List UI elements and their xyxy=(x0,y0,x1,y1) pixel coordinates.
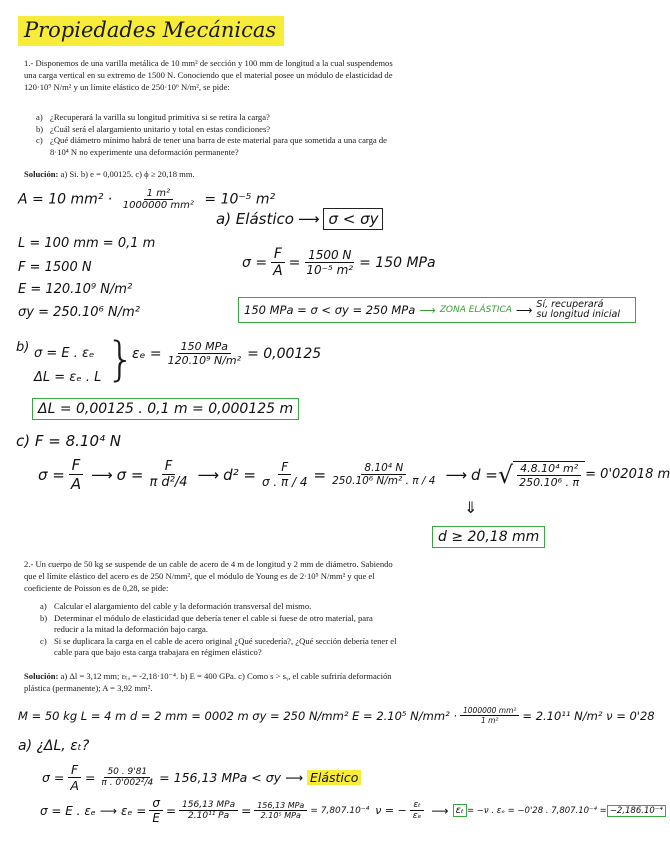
list-item: a) ¿Recuperará la varilla su longitud primitiva si se retira la carga? xyxy=(36,112,270,122)
list-item: a) Calcular el alargamiento del cable y la deformación transversal del mismo. xyxy=(40,601,312,611)
elastic-zone-box: 150 MPa = σ < σy = 250 MPa ⟶ ZONA ELÁSTICA ⟶ Sí, recuperará su longitud inicial xyxy=(238,297,636,323)
length-value: L = 100 mm = 0,1 m xyxy=(18,236,156,251)
part-b-label: b) xyxy=(16,340,30,355)
total-elongation-box: ΔL = 0,00125 . 0,1 m = 0,000125 m xyxy=(32,398,299,420)
problem-1-questions xyxy=(36,112,392,158)
list-item: c) ¿Qué diámetro mínimo habrá de tener una barra de este material para que sometida a una carga de 8·10⁴ N no experimente una deformación permanente? xyxy=(36,135,387,157)
young-modulus-value: E = 120.10⁹ N/m² xyxy=(18,282,133,297)
list-item: c) Si se duplicara la carga en el cable de acero original ¿Qué sucedería?, ¿Qué sección debería tener el cable para que bajo esta carga trabajara en régimen elástico? xyxy=(40,635,397,657)
unit-strain-calculation: εₑ = $\frac{\text{150 MPa}}{\text{120.10⁹ N/m²}}$ = 0,00125 xyxy=(132,340,322,367)
brace-icon: } xyxy=(106,332,136,386)
area-conversion: A = 10 mm² · $\frac{\text{1 m²}}{\text{1000000 mm²}}$ = 10⁻⁵ m² xyxy=(18,188,276,211)
part-a-question: a) ¿ΔL, εₜ? xyxy=(18,738,90,754)
list-item: b) ¿Cuál será el alargamiento unitario y total en estas condiciones? xyxy=(36,123,271,134)
part-c-force: c) F = 8.10⁴ N xyxy=(16,432,121,450)
transverse-strain-result: −2,186.10⁻⁴ xyxy=(607,805,666,817)
problem-2-solution: Solución: a) Δl = 3,12 mm; εₜₐ = -2,18·10⁻⁴. b) E = 400 GPa. c) Como s > sᵧ, el cable sufriría deformación plástica (permanente); A = 3,92 mm². xyxy=(24,671,392,693)
minimum-diameter-box: d ≥ 20,18 mm xyxy=(432,526,545,548)
yield-stress-value: σy = 250.10⁶ N/m² xyxy=(18,305,140,320)
part-a-elastic-condition: a) Elástico ⟶ σ < σy xyxy=(216,210,383,228)
stress-calculation-2: σ = $\frac{F}{A}$ = $\frac{50 . 9'81}{\text{π . 0'002²/4}}$ = 156,13 MPa < σy ⟶ Elástico xyxy=(42,762,361,793)
elastic-highlight: Elástico xyxy=(307,770,361,785)
problem-2-data: M = 50 kg L = 4 m d = 2 mm = 0002 m σy = 250 N/mm² E = 2.10⁵ N/mm² · $\frac{\text{1000000 mm²}}{\text{1 m²}}$ = 2.10¹¹ N/m² ν = 0'28 xyxy=(18,706,655,725)
stress-calculation: σ = $\frac{F}{A}$ = $\frac{1500 N}{\text{10⁻⁵ m²}}$ = 150 MPa xyxy=(242,246,436,279)
strain-calculation: σ = E . εₑ ⟶ εₑ = $\frac{\sigma}{E}$ = $\frac{\text{156,13 MPa}}{\text{2.10¹¹ Pa}}$ = $\frac{\text{156,13 MPa}}{\text{2.10⁵ MPa}}$ = 7,807.10⁻⁴ ν = − $\frac{\text{εₜ}}{\text{εₑ}}$ ⟶ εₜ = −ν . εₑ = −0'28 . 7,807.10⁻⁴ = −2,186.10⁻⁴ xyxy=(40,796,666,825)
problem-2-questions xyxy=(40,601,398,659)
page-title: Propiedades Mecánicas xyxy=(18,16,284,46)
list-item: b) Determinar el módulo de elasticidad que debería tener el cable si fuese de otro material, para reducir a la mitad la deformación bajo carga. xyxy=(40,612,373,634)
force-value: F = 1500 N xyxy=(18,260,92,275)
problem-1-solution: Solución: a) Si. b) e = 0,00125. c) ϕ ≥ 20,18 mm. xyxy=(24,169,195,179)
problem-1-statement: 1.- Disponemos de una varilla metálica de 10 mm² de sección y 100 mm de longitud a la cual suspendemos una carga vertical en su extremo de 1500 N. Conociendo que el material posee un módulo de elasticidad de 120·10⁹ N/m² y un límite elástico de 250·10⁶ N/m², se pide: xyxy=(24,58,393,92)
down-arrow-icon: ⇓ xyxy=(464,498,478,517)
problem-2-statement: 2.- Un cuerpo de 50 kg se suspende de un cable de acero de 4 m de longitud y 2 mm de diámetro. Sabiendo que el límite elástico del acero es de 250 N/mm², que el módulo de Young es de 2·10⁵ N/mm² y que el coeficiente de Poisson es de 0,28, se pide: xyxy=(24,559,393,593)
part-b-equations: σ = E . εₑ ΔL = εₑ . L xyxy=(34,346,102,385)
diameter-calculation: σ = $\frac{F}{A}$ ⟶ σ = $\frac{F}{\text{π d²/4}}$ ⟶ d² = $\frac{F}{\sigma . \pi / 4}$ = $\frac{\text{8.10⁴ N}}{\text{250.10⁶ N/m² . π / 4}}$ ⟶ d = √ $\frac{\text{4.8.10⁴ m²}}{\text{250.10⁶ . π}}$ = 0'02018 m xyxy=(38,456,670,493)
